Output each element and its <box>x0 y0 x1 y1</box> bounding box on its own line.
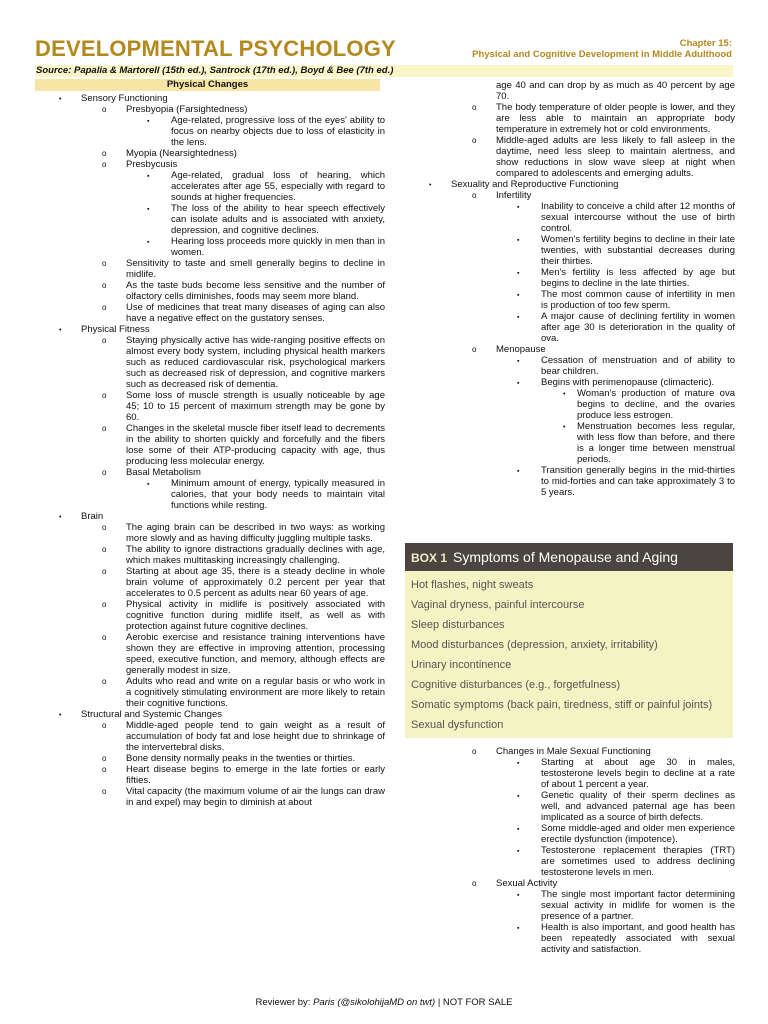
list-item-text: The single most important factor determining sexual activity in midlife for women is the presence of a partner. <box>541 889 735 922</box>
bullet-icon: o <box>102 600 107 609</box>
bullet-icon: o <box>102 160 107 169</box>
list-item <box>35 258 385 280</box>
bullet-icon: o <box>102 336 107 345</box>
list-item <box>35 467 385 478</box>
bullet-icon: ▪ <box>517 380 520 387</box>
bullet-icon: ▪ <box>147 118 150 125</box>
bullet-icon: ▪ <box>147 206 150 213</box>
list-item-text: Physical activity in midlife is positively associated with cognitive function during midlife itself, as well as with protection against future cognitive declines. <box>126 599 385 632</box>
list-item <box>35 115 385 148</box>
list-item <box>405 190 735 201</box>
bullet-icon: o <box>102 281 107 290</box>
list-item-text: Sexuality and Reproductive Functioning <box>451 179 619 190</box>
right-column-top <box>405 80 735 498</box>
list-item-text: age 40 and can drop by as much as 40 percent by age 70. <box>496 80 735 102</box>
list-item <box>35 302 385 324</box>
bullet-icon: o <box>102 677 107 686</box>
box-item: Urinary incontinence <box>411 659 512 671</box>
list-item <box>35 104 385 115</box>
bullet-icon: o <box>472 103 477 112</box>
list-item-text: Aerobic exercise and resistance training interventions have shown they are effective in improving attention, processing speed, executive function, and memory, although effects are generally modest in size. <box>126 632 385 676</box>
bullet-icon: ▪ <box>517 925 520 932</box>
list-item <box>35 544 385 566</box>
bullet-icon: o <box>102 567 107 576</box>
list-item <box>405 80 735 102</box>
list-item-text: Staying physically active has wide-ranging positive effects on almost every body system, including physical health markers such as reduced cardiovascular risk, psychological markers such as decreased risk of depression, and cognitive markers such as decreased risk of dementia. <box>126 335 385 390</box>
list-item-text: Age-related, progressive loss of the eyes' ability to focus on nearby objects due to loss of elasticity in the lens. <box>171 115 385 148</box>
bullet-icon: ▪ <box>147 481 150 488</box>
list-item <box>35 170 385 203</box>
bullet-icon: • <box>59 514 62 521</box>
bullet-icon: o <box>102 149 107 158</box>
list-item <box>35 203 385 236</box>
list-item <box>35 280 385 302</box>
bullet-icon: o <box>472 136 477 145</box>
list-item <box>405 878 735 889</box>
list-item <box>405 790 735 823</box>
bullet-icon: ▪ <box>147 173 150 180</box>
list-item <box>405 922 735 955</box>
list-item <box>35 720 385 753</box>
list-item-text: Menopause <box>496 344 546 355</box>
list-item-text: Heart disease begins to emerge in the late forties or early fifties. <box>126 764 385 786</box>
list-item-text: Men's fertility is less affected by age but begins to decline in the late thirties. <box>541 267 735 289</box>
list-item-text: Woman's production of mature ova begins to decline, and the ovaries produce less estrogen. <box>577 388 735 421</box>
bullet-icon: • <box>59 712 62 719</box>
list-item <box>405 201 735 234</box>
list-item <box>35 390 385 423</box>
list-item <box>35 93 385 104</box>
box-item: Hot flashes, night sweats <box>411 579 534 591</box>
bullet-icon: o <box>102 545 107 554</box>
footer <box>0 997 768 1008</box>
list-item-text: Transition generally begins in the mid-thirties to mid-forties and can take approximately 3 to 5 years. <box>541 465 735 498</box>
list-item <box>405 179 735 190</box>
list-item-text: Middle-aged people tend to gain weight as a result of accumulation of body fat and lose height due to shrinkage of the intervertebral disks. <box>126 720 385 753</box>
list-item-text: Hearing loss proceeds more quickly in men than in women. <box>171 236 385 258</box>
list-item <box>35 786 385 808</box>
document-title: DEVELOPMENTAL PSYCHOLOGY <box>35 36 396 61</box>
bullet-icon: o <box>102 787 107 796</box>
list-item <box>405 388 735 421</box>
bullet-icon: o <box>102 721 107 730</box>
list-item-text: The body temperature of older people is lower, and they are less able to maintain an appropriate body temperature in extremely hot or cold environments. <box>496 102 735 135</box>
list-item-text: A major cause of declining fertility in women after age 30 is deterioration in the quality of ova. <box>541 311 735 344</box>
list-item <box>35 709 385 720</box>
footer-author: Paris (@sikolohijaMD on twt) <box>313 997 436 1008</box>
list-item <box>405 377 735 388</box>
section-heading: Physical Changes <box>35 79 380 91</box>
bullet-icon: ▪ <box>517 468 520 475</box>
list-item-text: Sensory Functioning <box>81 93 168 104</box>
bullet-icon: • <box>59 96 62 103</box>
list-item-text: The ability to ignore distractions gradually declines with age, which makes multitasking increasingly challenging. <box>126 544 385 566</box>
list-item-text: Changes in the skeletal muscle fiber itself lead to decrements in the ability to shorten quickly and forcefully and the fibers lose some of their ATP-producing capacity with age, thus producing less molecular energy. <box>126 423 385 467</box>
list-item-text: Presbycusis <box>126 159 178 170</box>
symptoms-box <box>405 543 733 738</box>
box-item: Somatic symptoms (back pain, tiredness, stiff or painful joints) <box>411 699 713 711</box>
bullet-icon: o <box>102 754 107 763</box>
list-item <box>405 355 735 377</box>
list-item <box>35 478 385 511</box>
list-item <box>35 236 385 258</box>
list-item-text: The aging brain can be described in two ways: as working more slowly and as having difficulty juggling multiple tasks. <box>126 522 385 544</box>
bullet-icon: o <box>102 105 107 114</box>
list-item <box>35 676 385 709</box>
list-item <box>405 823 735 845</box>
box-list <box>405 571 733 735</box>
bullet-icon: o <box>472 345 477 354</box>
bullet-icon: ▪ <box>517 314 520 321</box>
bullet-icon: ▪ <box>517 292 520 299</box>
right-column-bottom <box>405 746 735 955</box>
list-item <box>35 522 385 544</box>
list-item-text: Age-related, gradual loss of hearing, which accelerates after age 55, especially with regard to sounds at higher frequencies. <box>171 170 385 203</box>
left-column <box>35 93 385 808</box>
list-item <box>35 423 385 467</box>
list-item-text: Presbyopia (Farsightedness) <box>126 104 248 115</box>
list-item <box>35 566 385 599</box>
bullet-icon: o <box>102 468 107 477</box>
list-item <box>405 421 735 465</box>
bullet-icon: ▪ <box>517 826 520 833</box>
list-item <box>405 757 735 790</box>
list-item <box>35 324 385 335</box>
list-item-text: Minimum amount of energy, typically measured in calories, that your body needs to maintain vital functions while resting. <box>171 478 385 511</box>
list-item-text: Health is also important, and good health has been repeatedly associated with sexual activity and satisfaction. <box>541 922 735 955</box>
list-item <box>35 511 385 522</box>
list-item <box>35 159 385 170</box>
bullet-icon: o <box>102 303 107 312</box>
bullet-icon: ▪ <box>517 358 520 365</box>
list-item-text: Use of medicines that treat many diseases of aging can also have a negative effect on the gustatory senses. <box>126 302 385 324</box>
chapter-heading <box>472 38 732 60</box>
list-item-text: Starting at about age 30 in males, testosterone levels begin to decline at a rate of about 1 percent a year. <box>541 757 735 790</box>
list-item-text: Menstruation becomes less regular, with less flow than before, and there is a longer time between menstrual periods. <box>577 421 735 465</box>
footer-suffix: | NOT FOR SALE <box>435 997 513 1008</box>
bullet-icon: o <box>472 191 477 200</box>
list-item-text: Sensitivity to taste and smell generally begins to decline in midlife. <box>126 258 385 280</box>
list-item-text: Some middle-aged and older men experience erectile dysfunction (impotence). <box>541 823 735 845</box>
list-item <box>35 632 385 676</box>
box-item: Sexual dysfunction <box>411 719 504 731</box>
list-item <box>405 135 735 179</box>
list-item-text: Structural and Systemic Changes <box>81 709 222 720</box>
list-item-text: Some loss of muscle strength is usually noticeable by age 45; 10 to 15 percent of maximum strength may be gone by 60. <box>126 390 385 423</box>
chapter-subtitle: Physical and Cognitive Development in Middle Adulthood <box>472 49 732 60</box>
box-header <box>405 543 733 571</box>
bullet-icon: o <box>472 747 477 756</box>
list-item <box>405 845 735 878</box>
bullet-icon: ▪ <box>147 239 150 246</box>
list-item-text: Begins with perimenopause (climacteric). <box>541 377 715 388</box>
list-item-text: Middle-aged adults are less likely to fall asleep in the daytime, need less sleep to maintain alertness, and show reductions in slow wave sleep at night when compared to adolescents and emerging adults. <box>496 135 735 179</box>
list-item <box>405 289 735 311</box>
list-item-text: Inability to conceive a child after 12 months of sexual intercourse without the use of birth control. <box>541 201 735 234</box>
list-item <box>35 764 385 786</box>
list-item-text: The most common cause of infertility in men is production of too few sperm. <box>541 289 735 311</box>
list-item <box>35 335 385 390</box>
list-item-text: Basal Metabolism <box>126 467 201 478</box>
list-item-text: Adults who read and write on a regular basis or who work in a cognitively stimulating environment are more likely to retain their cognitive functions. <box>126 676 385 709</box>
list-item-text: Physical Fitness <box>81 324 150 335</box>
list-item-text: Vital capacity (the maximum volume of air the lungs can draw in and expel) may begin to diminish at about <box>126 786 385 808</box>
chapter-number: Chapter 15: <box>679 38 732 49</box>
list-item <box>405 311 735 344</box>
bullet-icon: • <box>563 391 566 398</box>
list-item <box>405 102 735 135</box>
list-item <box>35 148 385 159</box>
box-item: Cognitive disturbances (e.g., forgetfulness) <box>411 679 621 691</box>
bullet-icon: o <box>102 523 107 532</box>
box-item: Sleep disturbances <box>411 619 505 631</box>
list-item-text: Sexual Activity <box>496 878 558 889</box>
list-item-text: Women's fertility begins to decline in their late twenties, with substantial decreases during their thirties. <box>541 234 735 267</box>
list-item-text: Testosterone replacement therapies (TRT) are sometimes used to address declining testosterone levels in men. <box>541 845 735 878</box>
box-title: Symptoms of Menopause and Aging <box>453 549 678 565</box>
list-item-text: Starting at about age 35, there is a steady decline in whole brain volume of approximately 0.2 percent per year that accelerates to 0.5 percent as adults near 60 years of age. <box>126 566 385 599</box>
list-item <box>405 344 735 355</box>
bullet-icon: o <box>472 879 477 888</box>
list-item-text: Bone density normally peaks in the twenties or thirties. <box>126 753 356 764</box>
list-item-text: Changes in Male Sexual Functioning <box>496 746 651 757</box>
bullet-icon: ▪ <box>517 760 520 767</box>
bullet-icon: ▪ <box>517 204 520 211</box>
bullet-icon: o <box>102 424 107 433</box>
list-item <box>405 746 735 757</box>
list-item <box>35 599 385 632</box>
bullet-icon: ▪ <box>517 892 520 899</box>
box-item: Mood disturbances (depression, anxiety, irritability) <box>411 639 658 651</box>
bullet-icon: • <box>59 327 62 334</box>
bullet-icon: • <box>429 182 432 189</box>
list-item-text: Brain <box>81 511 104 522</box>
bullet-icon: o <box>102 259 107 268</box>
list-item-text: Infertility <box>496 190 532 201</box>
list-item <box>405 889 735 922</box>
footer-prefix: Reviewer by: <box>255 997 314 1008</box>
bullet-icon: ▪ <box>517 270 520 277</box>
bullet-icon: ▪ <box>517 848 520 855</box>
bullet-icon: ▪ <box>517 237 520 244</box>
bullet-icon: o <box>102 633 107 642</box>
list-item <box>35 753 385 764</box>
list-item <box>405 465 735 498</box>
list-item-text: Cessation of menstruation and of ability to bear children. <box>541 355 735 377</box>
list-item-text: As the taste buds become less sensitive and the number of olfactory cells diminishes, foods may seem more bland. <box>126 280 385 302</box>
list-item-text: Genetic quality of their sperm declines as well, and advanced paternal age has been implicated as a source of birth defects. <box>541 790 735 823</box>
bullet-icon: ▪ <box>517 793 520 800</box>
box-label: BOX 1 <box>411 551 448 565</box>
bullet-icon: • <box>563 424 566 431</box>
source-line: Source: Papalia & Martorell (15th ed.), Santrock (17th ed.), Boyd & Bee (7th ed.) <box>35 65 733 77</box>
list-item-text: Myopia (Nearsightedness) <box>126 148 237 159</box>
bullet-icon: o <box>102 391 107 400</box>
list-item <box>405 267 735 289</box>
list-item-text: The loss of the ability to hear speech effectively can isolate adults and is associated with anxiety, depression, and cognitive declines. <box>171 203 385 236</box>
bullet-icon: o <box>102 765 107 774</box>
list-item <box>405 234 735 267</box>
box-item: Vaginal dryness, painful intercourse <box>411 599 585 611</box>
